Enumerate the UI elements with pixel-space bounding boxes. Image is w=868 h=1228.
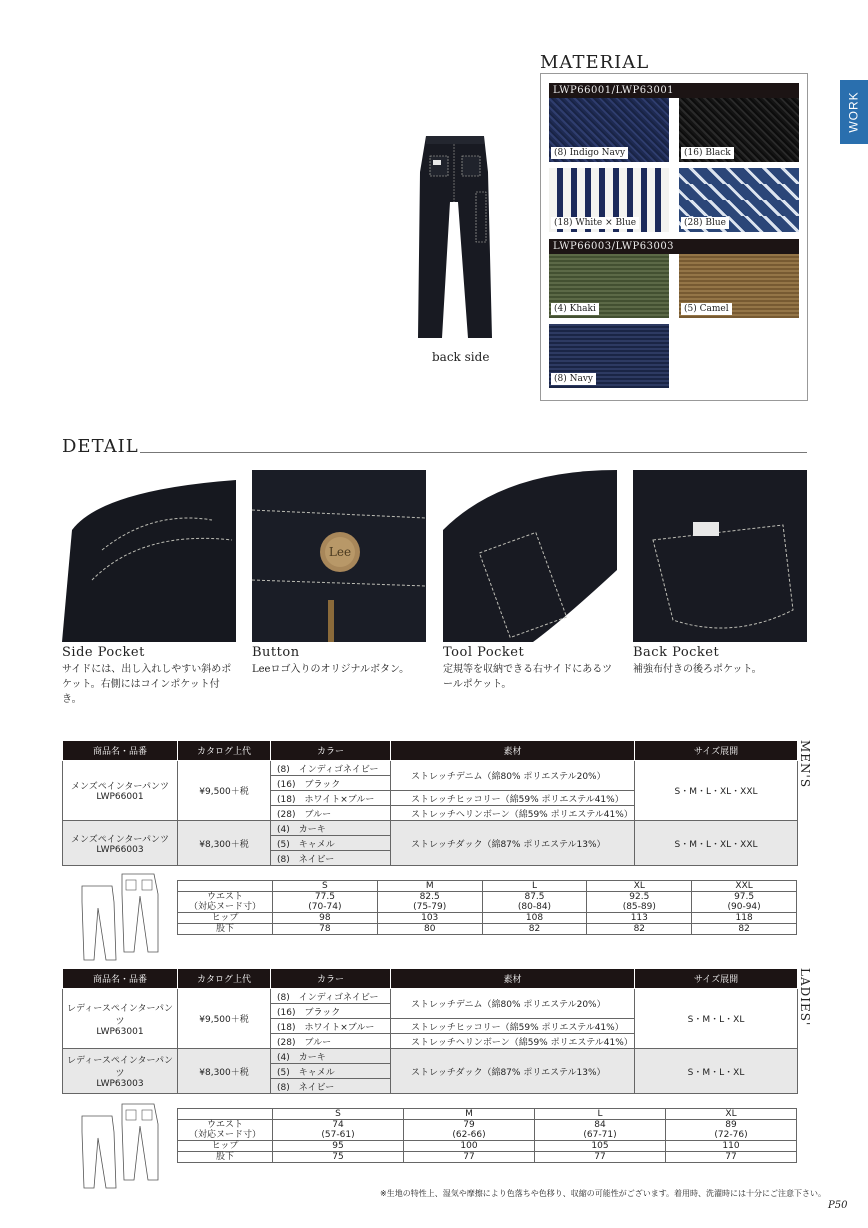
side-pocket-photo [62,470,236,642]
size-cell: 82.5 [377,892,482,903]
material-cell: ストレッチヘリンボーン（綿59% ポリエステル41%） [391,1034,635,1049]
size-cell: 80 [377,924,482,935]
size-cell: 77 [404,1152,535,1163]
detail-description: 定規等を収納できる右サイドにあるツールポケット。 [443,664,613,690]
color-cell: (5) キャメル [271,836,391,851]
swatch-khaki [549,254,669,318]
mens-size-table [177,880,797,935]
material-cell: ストレッチヒッコリー（綿59% ポリエステル41%） [391,1019,635,1034]
ladies-product-table [62,968,798,1094]
size-cell: (67-71) [535,1130,666,1141]
price-cell: ¥8,300＋税 [178,821,271,866]
size-cell: 87.5 [482,892,587,903]
product-code: LWP63001 [96,1026,144,1037]
category-tab-label: WORK [847,91,861,133]
category-tab-work[interactable] [840,80,868,144]
size-cell: 78 [273,924,378,935]
product-name: レディースペインターパンツ [66,1056,174,1079]
page-number: P50 [828,1200,848,1211]
size-cell: (90-94) [692,902,797,913]
size-header: L [482,881,587,892]
swatch-label: (8) Navy [551,373,596,385]
tool-pocket-photo [443,470,617,642]
header-material: 素材 [391,969,635,989]
size-header: M [377,881,482,892]
header-price: カタログ上代 [178,741,271,761]
size-cell: 108 [482,913,587,924]
detail-name: Tool Pocket [443,645,525,660]
header-product: 商品名・品番 [63,741,178,761]
color-cell: (8) ネイビー [271,851,391,866]
material-cell: ストレッチヘリンボーン（綿59% ポリエステル41%） [391,806,635,821]
color-cell: (8) ネイビー [271,1079,391,1094]
row-label: ウエスト [178,892,273,903]
mens-product-table [62,740,798,866]
header-sizes: サイズ展開 [635,741,798,761]
back-side-photo [388,132,520,344]
color-cell: (16) ブラック [271,776,391,791]
ladies-label: LADIES' [798,968,812,1027]
product-name: メンズペインターパンツ [71,834,169,845]
color-cell: (18) ホワイト×ブルー [271,791,391,806]
size-cell: 77 [535,1152,666,1163]
price-cell: ¥8,300＋税 [178,1049,271,1094]
row-label: 股下 [178,1152,273,1163]
color-cell: (28) ブルー [271,806,391,821]
row-label: ヒップ [178,913,273,924]
swatch-indigo-navy [549,98,669,162]
size-header: XXL [692,881,797,892]
product-code: LWP63003 [96,1079,144,1089]
material-cell: ストレッチデニム（綿80% ポリエステル20%） [391,761,635,791]
ladies-size-table [177,1108,797,1163]
swatch-label: (4) Khaki [551,303,599,315]
mens-label: MEN'S [798,740,812,789]
header-product: 商品名・品番 [63,969,178,989]
header-sizes: サイズ展開 [635,969,798,989]
size-cell: 92.5 [587,892,692,903]
detail-name: Side Pocket [62,645,145,660]
sizes-cell: S・M・L・XL・XXL [635,761,798,821]
size-cell: 113 [587,913,692,924]
size-cell: 103 [377,913,482,924]
swatch-camel [679,254,799,318]
price-cell: ¥9,500＋税 [178,989,271,1049]
size-header: XL [666,1109,797,1120]
color-cell: (28) ブルー [271,1034,391,1049]
product-name-cell [63,1049,178,1094]
swatch-label: (16) Black [681,147,734,159]
size-cell: 89 [666,1120,797,1131]
color-cell: (8) インディゴネイビー [271,761,391,776]
row-label: ウエスト [178,1120,273,1131]
swatch-label: (8) Indigo Navy [551,147,628,159]
header-color: カラー [271,741,391,761]
row-label: （対応ヌード寸） [178,1130,273,1141]
material-cell: ストレッチヒッコリー（綿59% ポリエステル41%） [391,791,635,806]
detail-description: 補強布付きの後ろポケット。 [633,664,762,675]
material-panel [540,73,808,401]
size-cell: 82 [482,924,587,935]
swatch-blue [679,168,799,232]
material-title: MATERIAL [540,52,650,73]
back-pocket-photo [633,470,807,642]
swatch-black [679,98,799,162]
size-cell: 118 [692,913,797,924]
size-header: L [535,1109,666,1120]
size-cell: (85-89) [587,902,692,913]
size-cell: 105 [535,1141,666,1152]
material-cell: ストレッチデニム（綿80% ポリエステル20%） [391,989,635,1019]
size-cell: (72-76) [666,1130,797,1141]
row-label: （対応ヌード寸） [178,902,273,913]
product-name: メンズペインターパンツ [71,782,169,792]
back-side-caption: back side [432,350,490,364]
color-cell: (16) ブラック [271,1004,391,1019]
swatch-label: (28) Blue [681,217,729,229]
price-cell: ¥9,500＋税 [178,761,271,821]
detail-description: サイドには、出し入れしやすい斜めポケット。右側にはコインポケット付き。 [62,664,232,705]
detail-name: Back Pocket [633,645,720,660]
size-cell: 75 [273,1152,404,1163]
sizes-cell: S・M・L・XL・XXL [635,821,798,866]
header-price: カタログ上代 [178,969,271,989]
detail-divider [140,452,807,453]
size-header: S [273,1109,404,1120]
detail-name: Button [252,645,300,660]
header-color: カラー [271,969,391,989]
size-cell: 74 [273,1120,404,1131]
size-cell: 77 [666,1152,797,1163]
footnote: ※生地の特性上、湿気や摩擦により色落ちや色移り、収縮の可能性がございます。着用時、洗濯時には十分にご注意下さい。 [380,1189,827,1198]
material-cell: ストレッチダック（綿87% ポリエステル13%） [391,821,635,866]
size-header: S [273,881,378,892]
size-cell: (57-61) [273,1130,404,1141]
size-cell: 82 [587,924,692,935]
detail-description: Leeロゴ入りのオリジナルボタン。 [252,664,410,675]
product-name: レディースペインターパンツ [66,1003,174,1027]
sizes-cell: S・M・L・XL [635,1049,798,1094]
material-group-header: LWP66003/LWP63003 [549,239,799,254]
color-cell: (5) キャメル [271,1064,391,1079]
svg-text:Lee: Lee [328,545,352,559]
swatch-label: (5) Camel [681,303,732,315]
product-name-cell [63,761,178,821]
header-material: 素材 [391,741,635,761]
product-name-cell [63,821,178,866]
size-cell: 82 [692,924,797,935]
size-header: XL [587,881,692,892]
sizes-cell: S・M・L・XL [635,989,798,1049]
row-label: 股下 [178,924,273,935]
size-cell: 84 [535,1120,666,1131]
size-cell: 77.5 [273,892,378,903]
product-code: LWP66003 [96,844,144,855]
size-header: M [404,1109,535,1120]
color-cell: (4) カーキ [271,1049,391,1064]
color-cell: (8) インディゴネイビー [271,989,391,1004]
ladies-pants-sketch [78,1100,162,1190]
product-code: LWP66001 [96,792,144,802]
product-name-cell [63,989,178,1049]
size-cell: (80-84) [482,902,587,913]
mens-pants-sketch [78,872,162,962]
color-cell: (18) ホワイト×ブルー [271,1019,391,1034]
size-cell: (62-66) [404,1130,535,1141]
size-cell: 110 [666,1141,797,1152]
material-cell: ストレッチダック（綿87% ポリエステル13%） [391,1049,635,1094]
detail-title: DETAIL [62,436,139,457]
size-cell: 95 [273,1141,404,1152]
size-cell: 79 [404,1120,535,1131]
size-cell: (75-79) [377,902,482,913]
size-cell: (70-74) [273,902,378,913]
color-cell: (4) カーキ [271,821,391,836]
size-cell: 100 [404,1141,535,1152]
swatch-navy [549,324,669,388]
size-cell: 97.5 [692,892,797,903]
material-group-header: LWP66001/LWP63001 [549,83,799,98]
swatch-label: (18) White × Blue [551,217,639,229]
swatch-white-blue [549,168,669,232]
size-cell: 98 [273,913,378,924]
button-photo [252,470,426,642]
row-label: ヒップ [178,1141,273,1152]
